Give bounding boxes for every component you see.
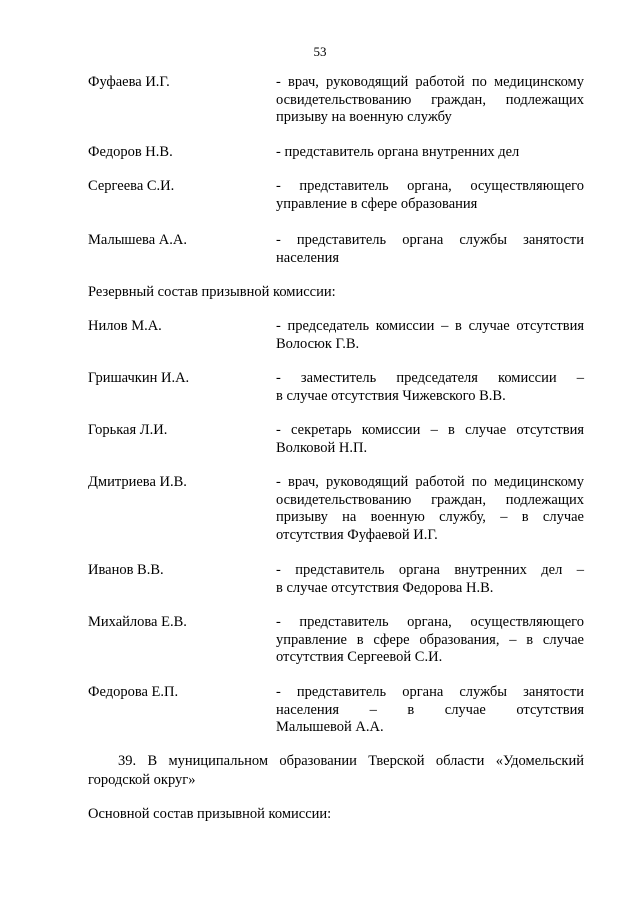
role-line: управление в сфере образования xyxy=(276,195,478,212)
paragraph-line: городской округ» xyxy=(88,772,196,788)
role-line: - заместитель председателя комиссии – xyxy=(276,370,584,386)
member-name: Иванов В.В. xyxy=(88,562,164,578)
role-line: - секретарь комиссии – в случае отсутствия xyxy=(276,422,584,438)
role-line: отсутствия Сергеевой С.И. xyxy=(276,649,443,665)
member-name: Малышева А.А. xyxy=(88,232,187,248)
role-line: в случае отсутствия Чижевского В.В. xyxy=(276,387,506,404)
role-line: - представитель органа внутренних дел – xyxy=(276,562,584,578)
role-line: населения xyxy=(276,249,340,266)
role-line: - врач, руководящий работой по медицинскому xyxy=(276,474,584,490)
role-line: - председатель комиссии – в случае отсутствия xyxy=(276,318,584,334)
paragraph-39 xyxy=(88,752,584,790)
member-role xyxy=(276,562,584,597)
member-role xyxy=(276,74,584,127)
member-name: Фуфаева И.Г. xyxy=(88,74,170,90)
role-line: - представитель органа внутренних дел xyxy=(276,144,520,160)
role-line: управление в сфере образования, – в случае xyxy=(276,631,584,648)
main-composition-heading: Основной состав призывной комиссии: xyxy=(88,806,332,822)
member-name: Нилов М.А. xyxy=(88,318,162,334)
member-name: Сергеева С.И. xyxy=(88,178,175,194)
member-name: Федорова Е.П. xyxy=(88,684,179,700)
role-line: отсутствия Фуфаевой И.Г. xyxy=(276,526,438,543)
member-role xyxy=(276,144,584,162)
member-role xyxy=(276,614,584,667)
member-name: Горькая Л.И. xyxy=(88,422,168,438)
member-name: Федоров Н.В. xyxy=(88,144,173,160)
member-role xyxy=(276,178,584,213)
member-role xyxy=(276,232,584,267)
role-line: населения – в случае отсутствия xyxy=(276,701,584,718)
page-number: 53 xyxy=(313,44,327,59)
role-line: Волковой Н.П. xyxy=(276,439,368,456)
role-line: призыву на военную службу xyxy=(276,109,452,125)
role-line: - представитель органа службы занятости xyxy=(276,684,584,700)
member-role xyxy=(276,684,584,737)
role-line: Малышевой А.А. xyxy=(276,719,384,735)
member-role xyxy=(276,370,584,405)
member-role xyxy=(276,422,584,457)
paragraph-line: 39. В муниципальном образовании Тверской области «Удомельский xyxy=(118,753,584,769)
role-line: - представитель органа службы занятости xyxy=(276,232,584,248)
role-line: - представитель органа, осуществляющего xyxy=(276,178,584,194)
role-line: Волосюк Г.В. xyxy=(276,335,360,352)
member-role xyxy=(276,474,584,544)
role-line: в случае отсутствия Федорова Н.В. xyxy=(276,579,494,596)
member-role xyxy=(276,318,584,353)
role-line: призыву на военную службу, – в случае xyxy=(276,509,584,525)
member-name: Михайлова Е.В. xyxy=(88,614,187,630)
reserve-heading: Резервный состав призывной комиссии: xyxy=(88,284,336,300)
member-name: Гришачкин И.А. xyxy=(88,370,190,386)
role-line: - врач, руководящий работой по медицинскому xyxy=(276,74,584,90)
role-line: освидетельствованию граждан, подлежащих xyxy=(276,91,584,108)
role-line: освидетельствованию граждан, подлежащих xyxy=(276,491,584,508)
member-name: Дмитриева И.В. xyxy=(88,474,187,490)
role-line: - представитель органа, осуществляющего xyxy=(276,614,584,630)
